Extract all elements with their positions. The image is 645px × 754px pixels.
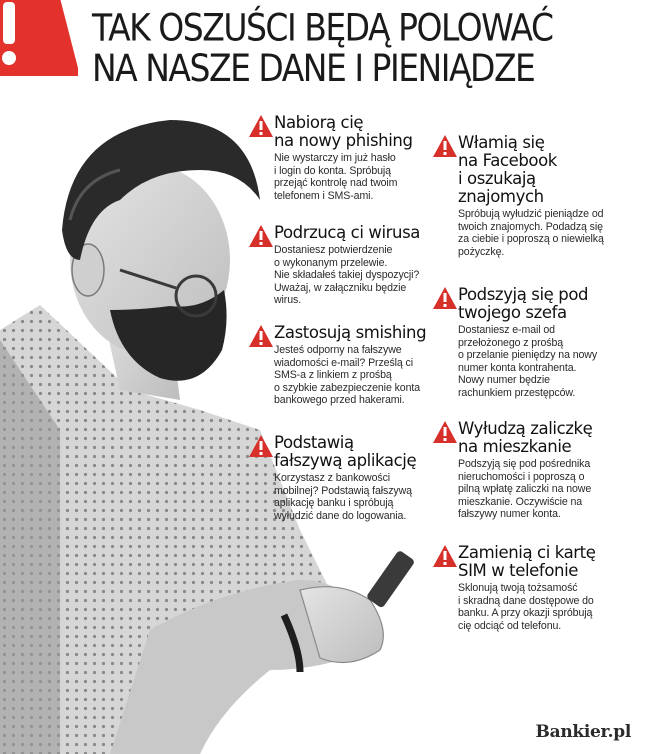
tip-title: Podstawią fałszywą aplikację (274, 433, 417, 470)
warning-badge-icon (0, 0, 78, 78)
tip-virus (248, 224, 438, 307)
warning-triangle-icon (248, 434, 274, 458)
title-line: NA NASZE DANE I PIENIĄDZE (92, 46, 535, 90)
brand-logo: Bankier.pl (535, 722, 631, 742)
warning-triangle-icon (248, 114, 274, 138)
man-with-phone-illustration (0, 110, 440, 754)
tip-body: Dostaniesz potwierdzenie o wykonanym przelewie. Nie składałeś takiej dyspozycji? Uważaj, w załączniku będzie wirus. (274, 244, 420, 307)
warning-triangle-icon (248, 224, 274, 248)
warning-triangle-icon (248, 324, 274, 348)
warning-triangle-icon (432, 544, 458, 568)
tip-body: Podszyją się pod pośrednika nieruchomości i poproszą o pilną wpłatę zaliczki na nowe mieszkanie. Oczywiście na fałszywy numer konta. (458, 458, 592, 521)
tip-body: Nie wystarczy im już hasło i login do konta. Spróbują przejąć kontrolę nad twoim telefonem i SMS-ami. (274, 152, 398, 202)
page-title (92, 5, 637, 90)
tip-sim-swap (432, 544, 637, 632)
tip-facebook (432, 134, 637, 258)
tip-body: Sklonują twoją tożsamość i skradną dane dostępowe do banku. A przy okazji spróbują cię odciąć od telefonu. (458, 582, 594, 632)
tip-body: Jesteś odporny na fałszywe wiadomości e-mail? Prześlą ci SMS-a z linkiem z prośbą o szybkie zabezpieczenie konta bankowego przed hakerami. (274, 344, 420, 407)
title-line: TAK OSZUŚCI BĘDĄ POLOWAĆ (92, 5, 553, 50)
warning-triangle-icon (432, 420, 458, 444)
tip-title: Włamią się na Facebook i oszukają znajomych (458, 133, 557, 206)
tip-body: Spróbują wyłudzić pieniądze od twoich znajomych. Podadzą się za ciebie i poproszą o niewielką pożyczkę. (458, 208, 604, 258)
tip-title: Zamienią ci kartę SIM w telefonie (458, 543, 596, 580)
tip-title: Zastosują smishing (274, 323, 427, 342)
tip-boss (432, 286, 637, 400)
tip-fake-app (248, 434, 438, 522)
tip-smishing (248, 324, 438, 407)
tip-title: Podrzucą ci wirusa (274, 223, 420, 242)
warning-triangle-icon (432, 134, 458, 158)
tip-apartment-deposit (432, 420, 637, 521)
warning-triangle-icon (432, 286, 458, 310)
tip-body: Korzystasz z bankowości mobilnej? Podstawią fałszywą aplikację banku i spróbują wyłudzić dane do logowania. (274, 472, 412, 522)
tip-title: Podszyją się pod twojego szefa (458, 285, 589, 322)
tip-new-phishing (248, 114, 438, 202)
tip-title: Nabiorą cię na nowy phishing (274, 113, 413, 150)
tip-title: Wyłudzą zaliczkę na mieszkanie (458, 419, 593, 456)
tip-body: Dostaniesz e-mail od przełożonego z prośbą o przelanie pieniędzy na nowy numer konta kontrahenta. Nowy numer będzie rachunkiem przestępców. (458, 324, 598, 399)
